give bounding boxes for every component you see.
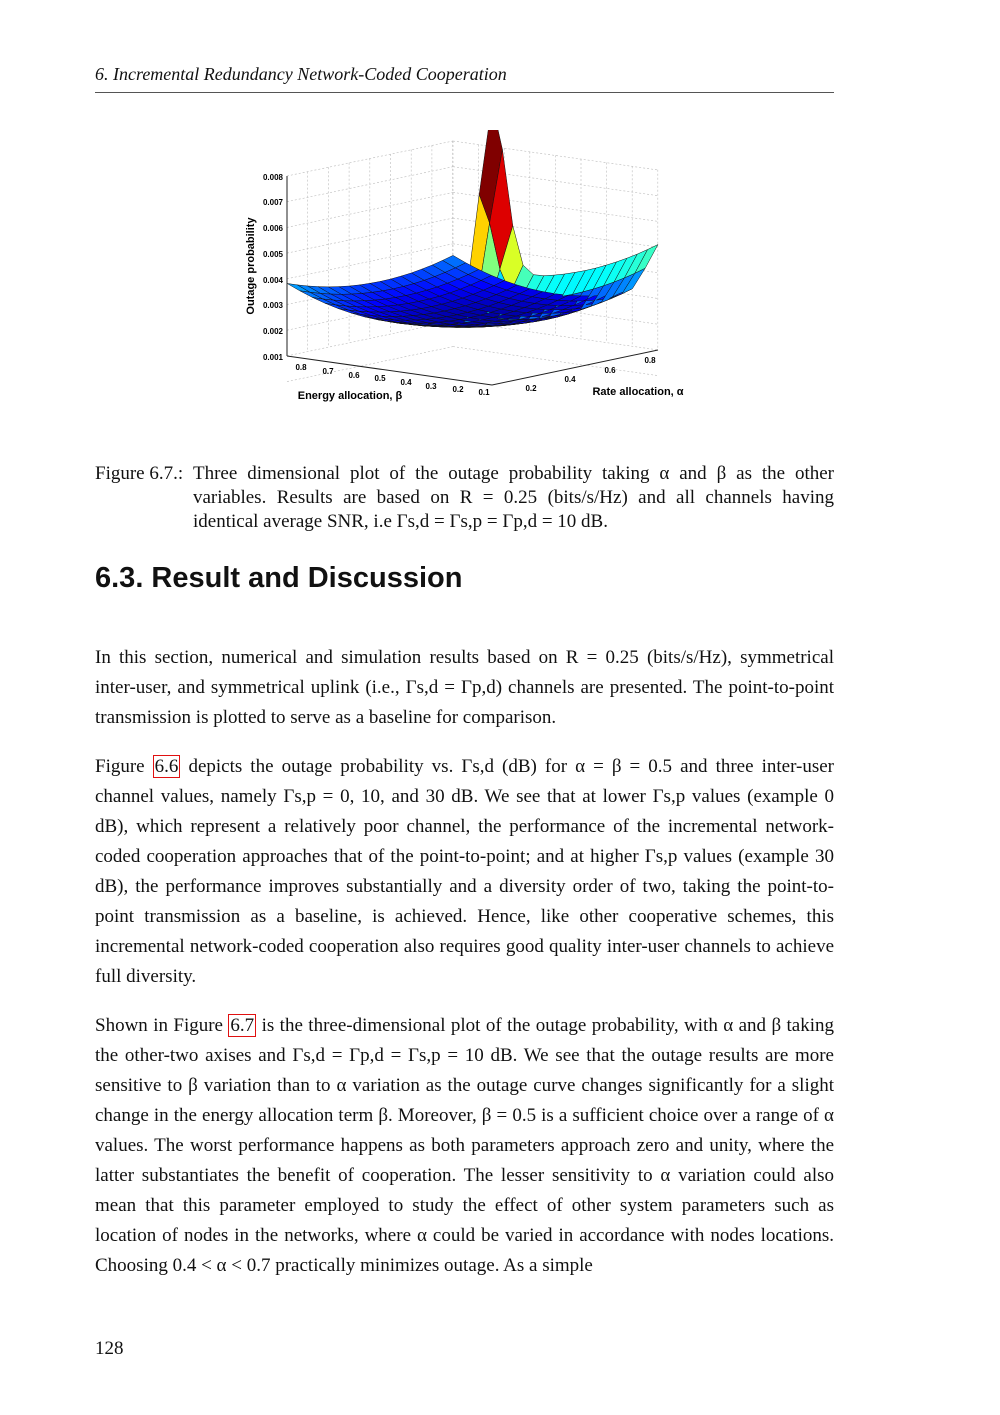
alpha-tick: 0.2 — [525, 384, 537, 393]
body-text — [95, 643, 834, 1300]
beta-tick: 0.1 — [478, 388, 490, 397]
z-axis-label: Outage probability — [245, 217, 257, 315]
beta-tick: 0.8 — [295, 363, 307, 372]
section-title: 6.3. Result and Discussion — [95, 562, 463, 594]
surface-plot — [230, 130, 700, 420]
running-head: 6. Incremental Redundancy Network-Coded Cooperation — [95, 64, 834, 93]
z-tick: 0.005 — [262, 250, 283, 259]
beta-tick: 0.5 — [374, 374, 386, 383]
z-tick: 0.003 — [262, 301, 283, 310]
beta-tick: 0.7 — [322, 367, 334, 376]
z-tick: 0.007 — [262, 198, 283, 207]
alpha-tick: 0.6 — [604, 366, 616, 375]
paragraph: In this section, numerical and simulation results based on R = 0.25 (bits/s/Hz), symmetrical inter-user, and symmetrical uplink (i.e., Γs,d = Γp,d) channels are presented. The point-to-point transmission is plotted to serve as a baseline for comparison. — [95, 647, 834, 728]
z-tick: 0.002 — [262, 327, 283, 336]
paragraph-text: Shown in Figure — [95, 1015, 223, 1036]
grid-line — [287, 192, 453, 227]
beta-tick: 0.4 — [400, 378, 412, 387]
page-number: 128 — [95, 1338, 124, 1359]
paragraph-text: Figure — [95, 756, 145, 777]
z-tick: 0.006 — [262, 224, 283, 233]
z-tick: 0.004 — [262, 276, 283, 285]
paragraph-text: depicts the outage probability vs. Γs,d (dB) for α = β = 0.5 and three inter-user channel values, namely Γs,p = 0, 10, and 30 dB. We see that at lower Γs,p values (example 0 dB), which represent a relatively poor channel, the performance of the incremental network-coded cooperation approaches that of the point-to-point; and at higher Γs,p values (example 30 dB), the performance improves substantially and a diversity order of two, taking the point-to-point transmission as a baseline, is achieved. Hence, like other cooperative schemes, this incremental network-coded cooperation also requires good quality inter-user channels to achieve full diversity. — [95, 756, 835, 987]
figure-caption — [95, 462, 834, 534]
paragraph — [95, 752, 834, 992]
paragraph — [95, 1011, 834, 1281]
alpha-tick: 0.4 — [564, 375, 576, 384]
beta-tick: 0.2 — [452, 385, 464, 394]
beta-axis-label: Energy allocation, β — [297, 390, 403, 402]
paragraph-text: is the three-dimensional plot of the outage probability, with α and β taking the other-two axises and Γs,d = Γp,d = Γs,p = 10 dB. We see that the outage results are more sensitive to β variation than to α variation as the outage curve changes significantly for a slight change in the energy allocation term β. Moreover, β = 0.5 is a sufficient choice over a range of α values. The worst performance happens as both parameters approach zero and unity, where the latter substantiates the benefit of cooperation. The lesser sensitivity to α variation could also mean that this parameter employed to study the effect of other system parameters such as location of nodes in the networks, where α could be varied in accordance with nodes locations. Choosing 0.4 < α < 0.7 practically minimizes outage. As a simple — [95, 1015, 835, 1276]
figure-reference-link[interactable]: 6.7 — [230, 1015, 255, 1036]
beta-tick: 0.6 — [348, 371, 360, 380]
surface-mesh — [287, 130, 658, 327]
caption-text: Three dimensional plot of the outage probability taking α and β as the other variables. Results are based on R = 0.25 (bits/s/Hz) and all channels having identical average SNR, i.e Γs,d = Γs,p = Γp,d = 10 dB. — [193, 463, 834, 532]
beta-tick: 0.3 — [425, 382, 437, 391]
z-axis-ticks — [263, 173, 284, 362]
figure-reference-link[interactable]: 6.6 — [154, 756, 179, 777]
alpha-axis-label: Rate allocation, α — [592, 386, 684, 398]
surface-plot-figure — [230, 130, 700, 420]
alpha-tick: 0.8 — [644, 356, 656, 365]
z-tick: 0.001 — [262, 353, 283, 362]
caption-label: Figure 6.7.: — [95, 463, 184, 484]
z-tick: 0.008 — [262, 173, 283, 182]
